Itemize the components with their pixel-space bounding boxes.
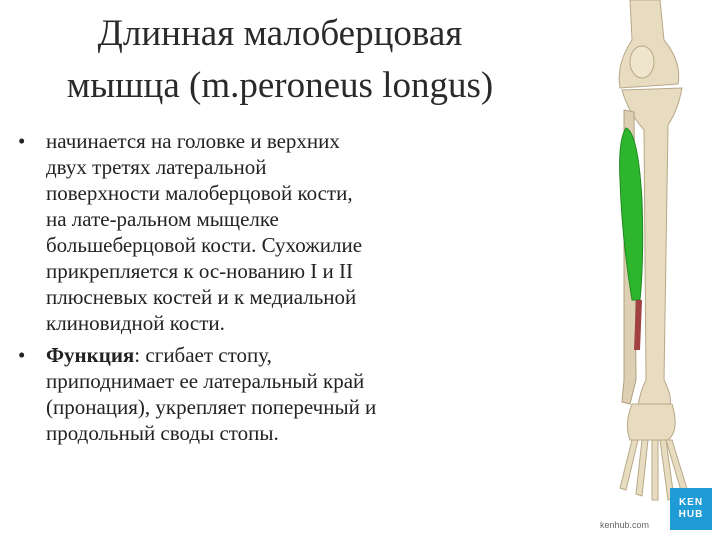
- function-label: Функция: [46, 343, 135, 367]
- bullet-2-line-4: продольный своды стопы.: [46, 421, 279, 445]
- logo-line-1: KEN: [678, 497, 704, 508]
- bullet-function: [18, 342, 488, 446]
- leg-anatomy-illustration: [560, 0, 720, 540]
- bullet-1-line-7: плюсневых костей и к медиальной: [46, 285, 357, 309]
- peroneus-longus-muscle: [620, 128, 643, 300]
- bullet-2-line-2: приподнимает ее латеральный край: [46, 369, 365, 393]
- title-line-1: Длинная малоберцовая: [97, 13, 463, 54]
- patella-bone: [630, 46, 654, 78]
- bullet-dot: •: [18, 129, 26, 153]
- logo-line-2: HUB: [678, 509, 704, 520]
- bullet-1-line-5: большеберцовой кости. Сухожилие: [46, 233, 363, 257]
- bullet-dot: •: [18, 343, 26, 367]
- tarsal-bones: [627, 404, 675, 440]
- bullet-1-line-1: начинается на головке и верхних: [46, 129, 340, 153]
- bullet-1-line-8: клиновидной кости.: [46, 311, 225, 335]
- bullet-1-line-4: на лате-ральном мыщелке: [46, 207, 279, 231]
- bullet-2-line-1: : сгибает стопу,: [134, 343, 272, 367]
- bullet-1-line-2: двух третях латеральной: [46, 155, 267, 179]
- title-line-2: мышца (m.peroneus longus): [66, 65, 494, 106]
- bullet-2-line-3: (пронация), укрепляет поперечный и: [46, 395, 377, 419]
- image-credit: kenhub.com: [600, 520, 650, 530]
- bullet-1-line-6: прикрепляется к ос-нованию I и II: [46, 259, 353, 283]
- bullet-list: [18, 128, 488, 452]
- kenhub-logo: [670, 488, 712, 530]
- bullet-origin-insertion: [18, 128, 488, 336]
- slide-title: [30, 8, 530, 112]
- bullet-1-line-3: поверхности малоберцовой кости,: [46, 181, 353, 205]
